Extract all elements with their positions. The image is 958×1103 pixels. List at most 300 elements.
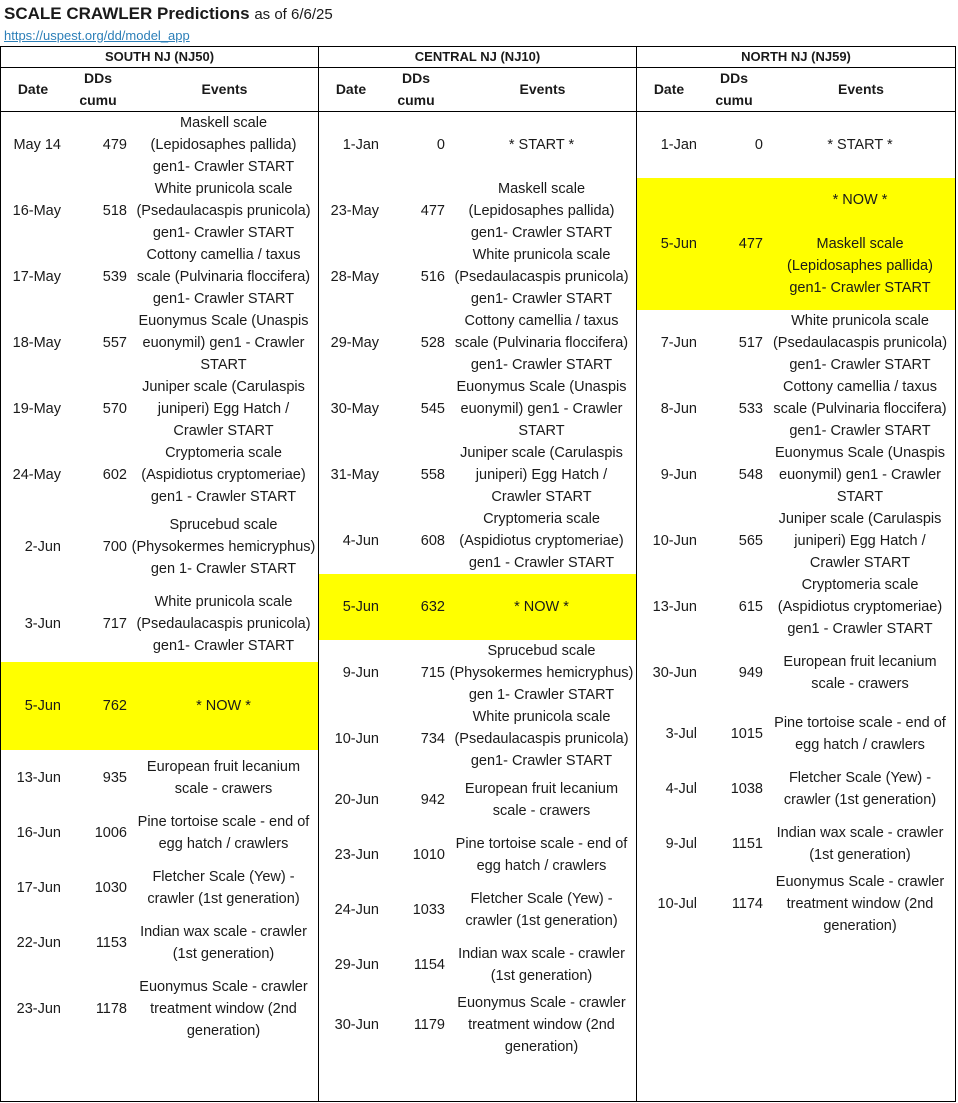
event-line: White prunicola scale [791,313,929,329]
cell-date: 5-Jun [660,236,697,252]
event-line: treatment window (2nd [468,1017,615,1033]
cell-dds: 1151 [731,835,763,852]
event-line: Crawler START [173,423,274,439]
cell-events [767,871,953,937]
cell-dds: 715 [420,665,445,681]
cell-dds: 1174 [731,896,763,912]
cell-events [449,882,634,937]
header-events: Events [201,81,248,97]
cell-dds: 1179 [413,1017,445,1033]
cell-dds: 479 [102,137,127,153]
event-line: (1st generation) [809,846,911,863]
event-line: White prunicola scale [472,247,611,263]
cell-dds: 734 [420,731,445,747]
cell-dds: 615 [738,599,763,615]
cell-date: 5-Jun [342,599,379,615]
cell-date: 23-Jun [16,1000,61,1017]
cell-dds: 1153 [95,934,127,951]
cell-date: 30-Jun [652,665,697,681]
event-line: gen1- Crawler START [470,357,613,373]
cell-events [767,706,953,761]
cell-dds: 700 [102,538,127,555]
table-row [637,871,955,937]
cell-events [131,662,316,750]
title-date: as of 6/6/25 [254,6,333,23]
event-line: gen 1- Crawler START [150,560,297,577]
header-date: Date [653,81,685,97]
cell-dds: 548 [738,467,763,483]
header-dds-line1: DDs [83,70,112,86]
table-row [1,750,318,805]
cell-dds: 477 [420,203,445,219]
event-line: euonymil) gen1 - Crawler [460,401,623,417]
cell-events [131,178,316,244]
event-line: Pine tortoise scale - end of [137,813,310,830]
cell-dds: 518 [102,203,127,219]
event-line: Euonymus Scale (Unaspis [138,313,309,329]
event-line: Cottony camellia / taxus [464,313,619,329]
cell-date: 29-Jun [334,956,379,973]
cell-date: 4-Jul [665,780,697,797]
event-line: (Aspidiotus cryptomeriae) [141,467,306,483]
cell-events [131,112,316,178]
event-line: * NOW * [196,698,251,714]
table-row [1,178,318,244]
cell-date: 3-Jul [665,725,697,742]
table-row [637,442,955,508]
event-line: Sprucebud scale [169,516,278,533]
cell-date: 3-Jun [24,615,61,632]
cell-dds: 717 [102,615,127,632]
table-row [1,244,318,310]
table-row [1,442,318,508]
event-line: White prunicola scale [154,181,293,197]
cell-dds: 1006 [94,824,127,841]
event-line: Cryptomeria scale [483,511,600,527]
table-row [1,508,318,585]
cell-date: 10-Jun [652,533,697,549]
cell-dds: 1178 [95,1000,127,1017]
cell-date: 4-Jun [342,533,379,549]
table-row [1,970,318,1047]
cell-events [131,376,316,442]
event-line: generation) [823,918,897,934]
cell-events [767,574,953,640]
cell-dds: 557 [102,335,127,351]
cell-events [449,937,634,992]
event-line: (Lepidosaphes pallida) [787,258,933,274]
event-line: START [200,357,247,373]
event-line: Maskell scale [816,236,904,252]
event-line: juniperi) Egg Hatch / [475,467,608,483]
cell-date: 24-May [12,467,61,483]
cell-dds: 528 [420,335,445,351]
table-row [637,816,955,871]
event-line: scale - crawers [492,802,591,819]
event-line: egg hatch / crawlers [795,736,925,753]
event-line: Euonymus Scale (Unaspis [456,379,627,395]
cell-dds: 545 [420,401,445,417]
table-row [319,508,636,574]
event-line: gen1- Crawler START [470,753,613,769]
cell-dds: 539 [102,269,127,285]
cell-date: 28-May [330,269,379,285]
cell-events [131,310,316,376]
event-line: scale (Pulvinaria floccifera) [136,269,311,285]
cell-events [131,750,316,805]
region-title: SOUTH NJ (NJ50) [1,47,318,68]
event-line: euonymil) gen1 - Crawler [142,335,305,351]
event-line: (Psedaulacaspis prunicola) [454,731,629,747]
cell-date: 1-Jan [342,137,379,153]
cell-dds: 942 [420,791,445,808]
cell-date: 17-Jun [16,879,61,896]
cell-events [131,860,316,915]
cell-events [449,178,634,244]
event-line: euonymil) gen1 - Crawler [779,467,941,483]
event-line: Maskell scale [497,181,586,197]
event-line: gen 1- Crawler START [468,687,615,703]
cell-date: 16-May [12,203,61,219]
cell-dds: 0 [754,137,763,153]
event-line: (Aspidiotus cryptomeriae) [777,599,943,615]
table-row [637,310,955,376]
cell-date: 23-Jun [334,846,379,863]
event-line: Indian wax scale - crawler [140,923,307,940]
event-line: White prunicola scale [472,709,611,725]
event-line: (Physokermes hemicryphus) [449,665,634,681]
event-line: Euonymus Scale (Unaspis [774,445,946,461]
event-line: gen1- Crawler START [789,280,931,296]
cell-events [449,827,634,882]
event-line: (Lepidosaphes pallida) [468,203,615,219]
cell-events [767,761,953,816]
event-line: Euonymus Scale - crawler [775,874,945,890]
cell-date: 16-Jun [16,824,61,841]
event-line: (Physokermes hemicryphus) [131,538,316,555]
cell-date: 2-Jun [24,538,61,555]
cell-date: 13-Jun [16,769,61,786]
event-line: gen1- Crawler START [470,291,613,307]
event-line: gen1 - Crawler START [787,621,933,637]
event-line: START [836,489,884,505]
event-line: * START * [508,137,575,153]
event-line: gen1- Crawler START [152,225,295,241]
cell-events [131,244,316,310]
table-row [319,310,636,376]
report-title [4,4,333,24]
now-row [1,662,318,750]
event-line: scale (Pulvinaria floccifera) [454,335,629,351]
table-row [319,442,636,508]
now-row [319,574,636,640]
cell-events [449,508,634,574]
region-panel-central [319,46,637,1102]
event-line: egg hatch / crawlers [158,835,289,852]
cell-date: 9-Jun [342,665,379,681]
table-row [319,112,636,178]
event-line: gen1 - Crawler START [150,489,297,505]
header-dds [383,67,449,111]
cell-date: 13-Jun [652,599,697,615]
table-row [637,761,955,816]
cell-events [449,772,634,827]
cell-events [767,508,953,574]
cell-events [449,992,634,1058]
region-panel-south [0,46,319,1102]
cell-events [449,112,634,178]
event-line: (Psedaulacaspis prunicola) [136,615,311,632]
cell-dds: 1033 [412,901,445,918]
event-line: Euonymus Scale - crawler [457,995,626,1011]
event-line: gen1- Crawler START [789,423,931,439]
cell-date: 10-Jun [334,731,379,747]
event-line: Maskell scale [179,115,268,131]
event-line: European fruit lecanium [146,758,301,775]
header-events: Events [519,81,566,97]
table-row [319,937,636,992]
cell-dds: 533 [738,401,763,417]
cell-date: May 14 [13,137,61,153]
rows-central [319,112,636,1101]
cell-dds: 0 [436,137,445,153]
event-line: Fletcher Scale (Yew) - [152,868,295,885]
cell-events [767,376,953,442]
cell-events [767,178,953,310]
cell-date: 19-May [12,401,61,417]
cell-events [767,640,953,706]
model-app-link[interactable]: https://uspest.org/dd/model_app [4,28,190,43]
cell-dds: 1030 [94,879,127,896]
event-line: generation) [186,1022,261,1039]
header-dds-line2: cumu [715,92,753,108]
cell-date: 22-Jun [16,934,61,951]
cell-date: 23-May [330,203,379,219]
event-line: White prunicola scale [154,593,293,610]
event-line: gen1- Crawler START [470,225,613,241]
event-line: (Psedaulacaspis prunicola) [454,269,629,285]
table-row [1,112,318,178]
event-line: Cottony camellia / taxus [783,379,937,395]
event-line: (Psedaulacaspis prunicola) [772,335,948,351]
table-row [1,915,318,970]
cell-dds: 602 [102,467,127,483]
cell-dds: 570 [102,401,127,417]
event-line: European fruit lecanium [783,654,937,670]
event-line: scale - crawers [811,676,909,692]
cell-date: 31-May [330,467,379,483]
event-line: Pine tortoise scale - end of [774,714,946,731]
cell-events [131,805,316,860]
event-line: gen1- Crawler START [152,159,295,175]
cell-events [449,310,634,376]
table-row [319,706,636,772]
cell-events [449,640,634,706]
cell-date: 8-Jun [660,401,697,417]
cell-events [449,442,634,508]
cell-date: 1-Jan [660,137,697,153]
cell-date: 5-Jun [24,698,61,714]
event-line: * NOW * [832,192,888,208]
table-row [1,860,318,915]
cell-dds: 1010 [412,846,445,863]
event-line: * START * [827,137,893,153]
cell-events [767,310,953,376]
cell-date: 17-May [12,269,61,285]
event-line: (Aspidiotus cryptomeriae) [459,533,624,549]
event-line: crawler (1st generation) [147,890,300,907]
event-line: juniperi) Egg Hatch / [157,401,290,417]
event-line: Indian wax scale - crawler [776,824,944,841]
cell-date: 29-May [330,335,379,351]
header-events: Events [838,81,884,97]
event-line: juniperi) Egg Hatch / [794,533,926,549]
cell-dds: 558 [420,467,445,483]
cell-dds: 516 [420,269,445,285]
cell-date: 30-Jun [334,1017,379,1033]
cell-events [767,112,953,178]
event-line: Crawler START [491,489,592,505]
event-line: gen1- Crawler START [152,637,295,654]
table-row [637,640,955,706]
column-headers [637,67,955,112]
event-line: treatment window (2nd [786,896,934,912]
header-dds-line2: cumu [397,92,435,108]
cell-date: 7-Jun [660,335,697,351]
header-dds [701,67,767,111]
event-line: Juniper scale (Carulaspis [460,445,623,461]
event-line: Fletcher Scale (Yew) - [788,769,932,786]
table-row [319,244,636,310]
region-title: CENTRAL NJ (NJ10) [319,47,636,68]
event-line: (Psedaulacaspis prunicola) [136,203,311,219]
cell-events [131,442,316,508]
event-line [787,211,933,233]
column-headers [319,67,636,112]
event-line: egg hatch / crawlers [476,857,607,874]
event-line: Cottony camellia / taxus [146,247,301,263]
cell-date: 18-May [12,335,61,351]
event-line: crawler (1st generation) [465,912,618,929]
event-line: (Lepidosaphes pallida) [150,137,297,153]
cell-date: 24-Jun [334,901,379,918]
cell-dds: 1038 [730,780,763,797]
event-line: Pine tortoise scale - end of [455,835,628,852]
table-row [319,882,636,937]
cell-dds: 565 [738,533,763,549]
cell-date: 20-Jun [334,791,379,808]
cell-dds: 935 [102,769,127,786]
table-row [637,706,955,761]
table-row [1,376,318,442]
table-row [1,805,318,860]
cell-events [767,442,953,508]
header-dds-line1: DDs [719,70,748,86]
event-line: European fruit lecanium [464,780,619,797]
table-row [319,376,636,442]
region-title: NORTH NJ (NJ59) [637,47,955,68]
table-row [319,827,636,882]
header-dds-line2: cumu [79,92,117,108]
now-row [637,178,955,310]
cell-dds: 477 [738,236,763,252]
region-panel-north [637,46,956,1102]
event-line: gen1- Crawler START [152,291,295,307]
table-row [637,112,955,178]
cell-events [131,915,316,970]
cell-dds: 762 [102,698,127,714]
event-line: (1st generation) [490,967,593,984]
table-row [319,772,636,827]
table-row [319,178,636,244]
cell-date: 30-May [330,401,379,417]
cell-dds: 608 [420,533,445,549]
header-dds-line1: DDs [401,70,430,86]
cell-events [449,574,634,640]
event-line: treatment window (2nd [150,1000,297,1017]
event-line: Sprucebud scale [487,643,596,659]
event-line: * NOW * [514,599,569,615]
cell-events [131,585,316,662]
event-line: Crawler START [809,555,911,571]
cell-dds: 1015 [730,725,763,742]
table-row [637,508,955,574]
event-line: gen1 - Crawler START [468,555,615,571]
cell-events [767,816,953,871]
header-dds [65,67,131,111]
cell-events [449,706,634,772]
table-row [319,640,636,706]
event-line: gen1- Crawler START [789,357,931,373]
event-line: Cryptomeria scale [165,445,282,461]
table-row [1,310,318,376]
cell-events [131,970,316,1047]
cell-events [449,244,634,310]
rows-north [637,112,955,1101]
event-line: scale - crawers [174,780,273,797]
cell-date: 10-Jul [657,896,697,912]
column-headers [1,67,318,112]
cell-events [449,376,634,442]
title-main: SCALE CRAWLER Predictions [4,4,250,23]
rows-south [1,112,318,1101]
event-line: generation) [504,1039,579,1055]
header-date: Date [17,81,49,97]
cell-dds: 632 [420,599,445,615]
cell-date: 9-Jun [660,467,697,483]
cell-events [131,508,316,585]
event-line: Fletcher Scale (Yew) - [470,890,613,907]
event-line: START [518,423,565,439]
cell-dds: 1154 [413,956,445,973]
event-line: Cryptomeria scale [801,577,919,593]
event-line: crawler (1st generation) [783,791,937,808]
table-row [319,992,636,1058]
event-line: Juniper scale (Carulaspis [778,511,942,527]
table-row [637,574,955,640]
cell-date: 9-Jul [665,835,697,852]
event-line: (1st generation) [172,945,275,962]
event-line: Indian wax scale - crawler [458,945,625,962]
event-line: Euonymus Scale - crawler [139,978,308,995]
cell-dds: 517 [738,335,763,351]
table-row [637,376,955,442]
header-date: Date [335,81,367,97]
event-line: Juniper scale (Carulaspis [142,379,305,395]
table-row [1,585,318,662]
event-line: scale (Pulvinaria floccifera) [773,401,947,417]
cell-dds: 949 [738,665,763,681]
